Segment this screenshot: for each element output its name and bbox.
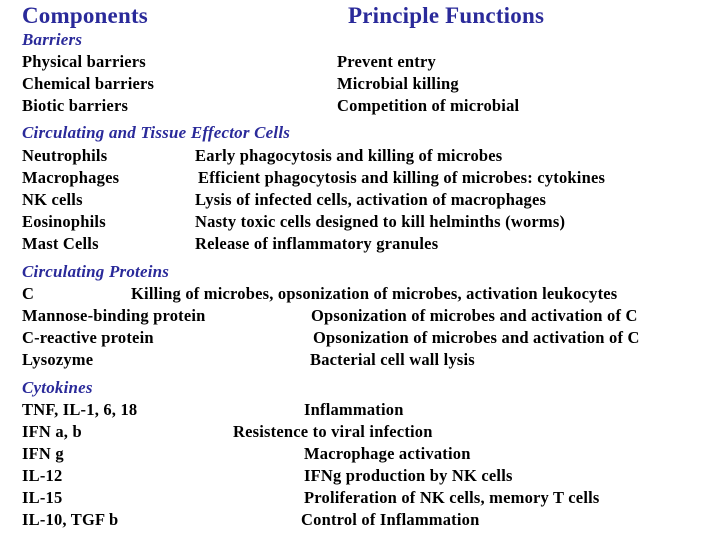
function-cell: Lysis of infected cells, activation of macrophages [195, 190, 547, 209]
component-cell: Mast Cells [22, 234, 99, 253]
function-cell: Opsonization of microbes and activation of C [311, 306, 638, 325]
component-cell: TNF, IL-1, 6, 18 [22, 400, 138, 419]
component-cell: Eosinophils [22, 212, 106, 231]
function-cell: Macrophage activation [304, 444, 471, 463]
function-cell: Release of inflammatory granules [195, 234, 439, 253]
component-cell: NK cells [22, 190, 83, 209]
function-cell: Bacterial cell wall lysis [310, 350, 475, 369]
component-cell: Chemical barriers [22, 74, 155, 93]
function-cell: Prevent entry [337, 52, 436, 71]
function-cell: Competition of microbial [337, 96, 520, 115]
page-edge [712, 0, 720, 540]
section-title-barriers: Barriers [22, 30, 83, 49]
function-cell: Killing of microbes, opsonization of microbes, activation leukocytes [131, 284, 618, 303]
function-cell: Inflammation [304, 400, 404, 419]
component-cell: IL-10, TGF b [22, 510, 119, 529]
component-cell: Lysozyme [22, 350, 94, 369]
function-cell: Efficient phagocytosis and killing of microbes: cytokines [198, 168, 606, 187]
function-cell: Microbial killing [337, 74, 459, 93]
component-cell: Macrophages [22, 168, 120, 187]
function-cell: Control of Inflammation [301, 510, 480, 529]
component-cell: Physical barriers [22, 52, 146, 71]
function-cell: IFNg production by NK cells [304, 466, 513, 485]
function-cell: Proliferation of NK cells, memory T cells [304, 488, 600, 507]
function-cell: Early phagocytosis and killing of microbes [195, 146, 503, 165]
component-cell: IL-12 [22, 466, 63, 485]
component-cell: IFN a, b [22, 422, 82, 441]
component-cell: C-reactive protein [22, 328, 154, 347]
component-cell: IFN g [22, 444, 64, 463]
component-cell: C [22, 284, 35, 303]
components-header: Components [22, 3, 148, 28]
component-cell: Neutrophils [22, 146, 108, 165]
component-cell: Biotic barriers [22, 96, 129, 115]
function-cell: Resistence to viral infection [233, 422, 433, 441]
component-cell: IL-15 [22, 488, 63, 507]
function-cell: Nasty toxic cells designed to kill helminths (worms) [195, 212, 566, 231]
section-title-effector-cells: Circulating and Tissue Effector Cells [22, 123, 291, 142]
functions-header: Principle Functions [348, 3, 545, 28]
function-cell: Opsonization of microbes and activation of C [313, 328, 640, 347]
component-cell: Mannose-binding protein [22, 306, 206, 325]
section-title-cytokines: Cytokines [22, 378, 93, 397]
section-title-circulating-proteins: Circulating Proteins [22, 262, 170, 281]
